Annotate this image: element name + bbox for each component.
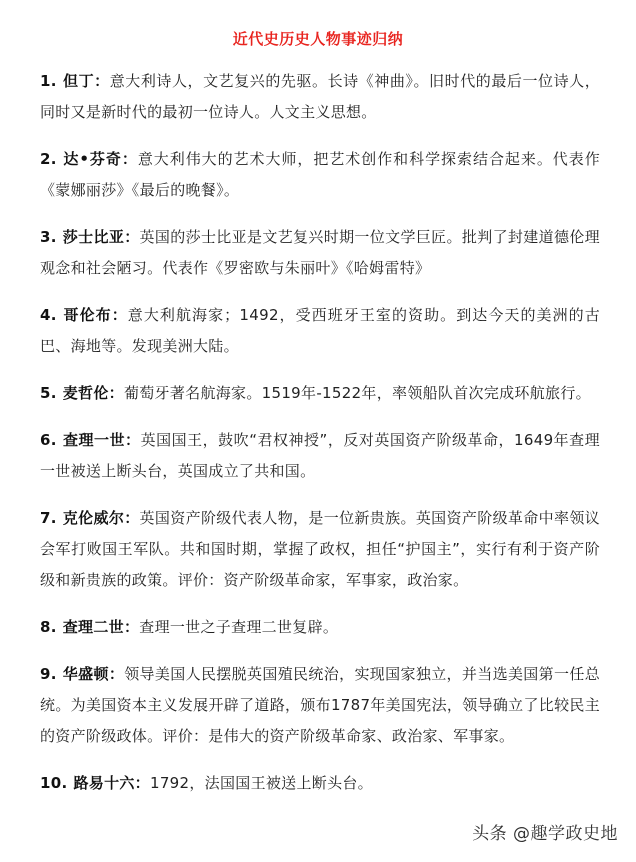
entry-name: 哥伦布： [62, 306, 128, 324]
entry-name: 克伦威尔： [62, 509, 140, 527]
entry-number: 5. [40, 384, 57, 402]
entry-number: 2. [40, 150, 57, 168]
entry-list [40, 66, 600, 815]
entry-number: 10. [40, 774, 68, 792]
list-item [40, 612, 600, 643]
entry-name: 但丁： [62, 72, 110, 90]
entry-text: 葡萄牙著名航海家。1519年-1522年，率领船队首次完成环航旅行。 [123, 384, 591, 402]
entry-number: 9. [40, 665, 57, 683]
entry-text: 领导美国人民摆脱英国殖民统治，实现国家独立，并当选美国第一任总统。为美国资本主义发展开辟了道路，颁布1787年美国宪法，领导确立了比较民主的资产阶级政体。评价：是伟大的资产阶级革命家、政治家、军事家。 [40, 665, 600, 745]
entry-number: 7. [40, 509, 57, 527]
watermark-text: 头条 @趣学政史地 [472, 824, 618, 844]
entry-name: 华盛顿： [62, 665, 125, 683]
entry-number: 3. [40, 228, 57, 246]
entry-text: 意大利伟大的艺术大师，把艺术创作和科学探索结合起来。代表作《蒙娜丽莎》《最后的晚餐》。 [40, 150, 601, 199]
list-item [40, 503, 600, 596]
watermark [468, 817, 622, 846]
entry-number: 8. [40, 618, 57, 636]
entry-text: 意大利航海家；1492，受西班牙王室的资助。到达今天的美洲的古巴、海地等。发现美洲大陆。 [40, 306, 601, 355]
entry-name: 查理一世： [62, 431, 141, 449]
list-item [40, 66, 600, 128]
entry-name: 达•芬奇： [62, 150, 138, 168]
entry-name: 麦哲伦： [62, 384, 124, 402]
list-item [40, 425, 600, 487]
list-item [40, 768, 600, 799]
list-item [40, 144, 600, 206]
list-item [40, 659, 600, 752]
entry-text: 英国资产阶级代表人物，是一位新贵族。英国资产阶级革命中率领议会军打败国王军队。共和国时期，掌握了政权，担任“护国主”，实行有利于资产阶级和新贵族的政策。评价：资产阶级革命家，军事家，政治家。 [40, 509, 600, 589]
entry-name: 莎士比亚： [62, 228, 140, 246]
list-item [40, 222, 600, 284]
entry-name: 路易十六： [73, 774, 150, 792]
entry-text: 英国国王，鼓吹“君权神授”，反对英国资产阶级革命，1649年查理一世被送上断头台，英国成立了共和国。 [40, 431, 600, 480]
page-title: 近代史历史人物事迹归纳 [232, 30, 404, 48]
entry-name: 查理二世： [62, 618, 140, 636]
entry-text: 查理一世之子查理二世复辟。 [139, 618, 339, 636]
entry-number: 4. [40, 306, 57, 324]
list-item [40, 300, 600, 362]
entry-text: 1792，法国国王被送上断头台。 [150, 774, 373, 792]
list-item [40, 378, 600, 409]
entry-text: 意大利诗人，文艺复兴的先驱。长诗《神曲》。旧时代的最后一位诗人，同时又是新时代的最初一位诗人。人文主义思想。 [40, 72, 601, 121]
entry-number: 1. [40, 72, 57, 90]
entry-number: 6. [40, 431, 57, 449]
entry-text: 英国的莎士比亚是文艺复兴时期一位文学巨匠。批判了封建道德伦理观念和社会陋习。代表作《罗密欧与朱丽叶》《哈姆雷特》 [40, 228, 600, 277]
